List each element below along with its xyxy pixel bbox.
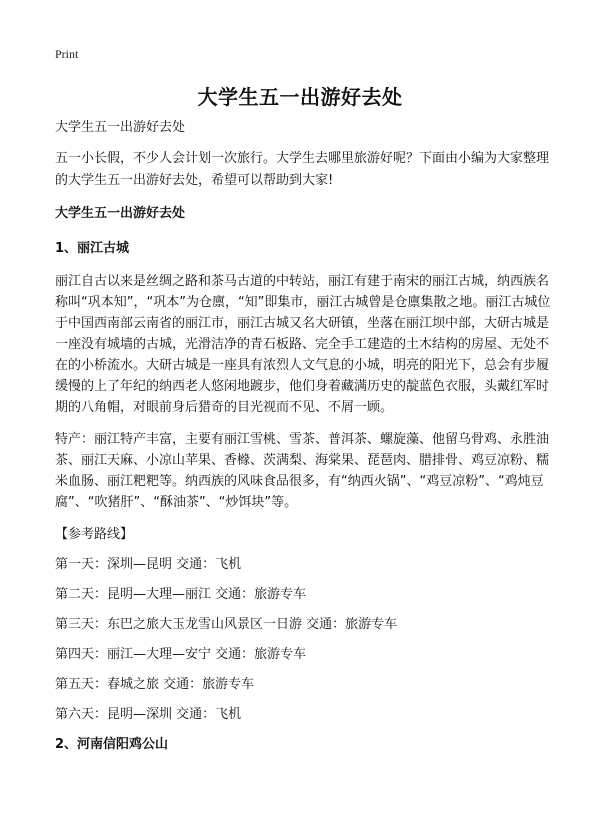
- route-item: 第六天：昆明—深圳 交通：飞机: [55, 707, 242, 722]
- route-item: 第一天：深圳—昆明 交通：飞机: [55, 557, 242, 572]
- lijiang-description: 丽江自古以来是丝绸之路和茶马古道的中转站，丽江有建于南宋的丽江古城，纳西族名称叫“巩本知”，“巩本”为仓廪，“知”即集市，丽江古城曾是仓廪集散之地。丽江古城位于中国西南部云南省的丽江市，丽江古城又名大研镇，坐落在丽江坝中部，大研古城是一座没有城墙的古城，光滑洁净的青石板路、完全手工建造的土木结构的房屋、无处不在的小桥流水。大研古城是一座具有浓烈人文气息的小城，明亮的阳光下，总会有步履缓慢的上了年纪的纳西老人悠闲地踱步，他们身着藏满历史的靛蓝色衣服，头戴红军时期的八角帽，对眼前身后猎奇的目光视而不见、不屑一顾。: [55, 274, 551, 415]
- section-title-lijiang: 1、丽江古城: [55, 241, 130, 256]
- route-item: 第五天：春城之旅 交通：旅游专车: [55, 677, 255, 692]
- article-heading: 大学生五一出游好去处: [55, 206, 186, 221]
- article-intro: 五一小长假，不少人会计划一次旅行。大学生去哪里旅游好呢？下面由小编为大家整理的大学生五一出游好去处，希望可以帮助到大家!: [55, 151, 550, 188]
- page-title: 大学生五一出游好去处: [197, 85, 403, 109]
- route-item: 第三天：东巴之旅大玉龙雪山风景区一日游 交通：旅游专车: [55, 617, 398, 632]
- print-label: Print: [55, 47, 79, 61]
- article-body: [55, 117, 551, 767]
- route-item: 第四天：丽江—大理—安宁 交通：旅游专车: [55, 647, 307, 662]
- section-title-jigongshan: 2、河南信阳鸡公山: [55, 737, 169, 752]
- route-item: 第二天：昆明—大理—丽江 交通：旅游专车: [55, 587, 307, 602]
- article-subtitle: 大学生五一出游好去处: [55, 120, 186, 135]
- route-title: 【参考路线】: [55, 527, 134, 542]
- lijiang-specialties: 特产：丽江特产丰富，主要有丽江雪桃、雪茶、普洱茶、螺旋藻、他留乌骨鸡、永胜油茶、丽江天麻、小凉山苹果、香橼、茨满梨、海棠果、琵琶肉、腊排骨、鸡豆凉粉、糯米血肠、丽江粑粑等。纳西族的风味食品很多，有“纳西火锅”、“鸡豆凉粉”、“鸡炖豆腐”、“吹猪肝”、“酥油茶”、“炒饵块”等。: [55, 432, 550, 510]
